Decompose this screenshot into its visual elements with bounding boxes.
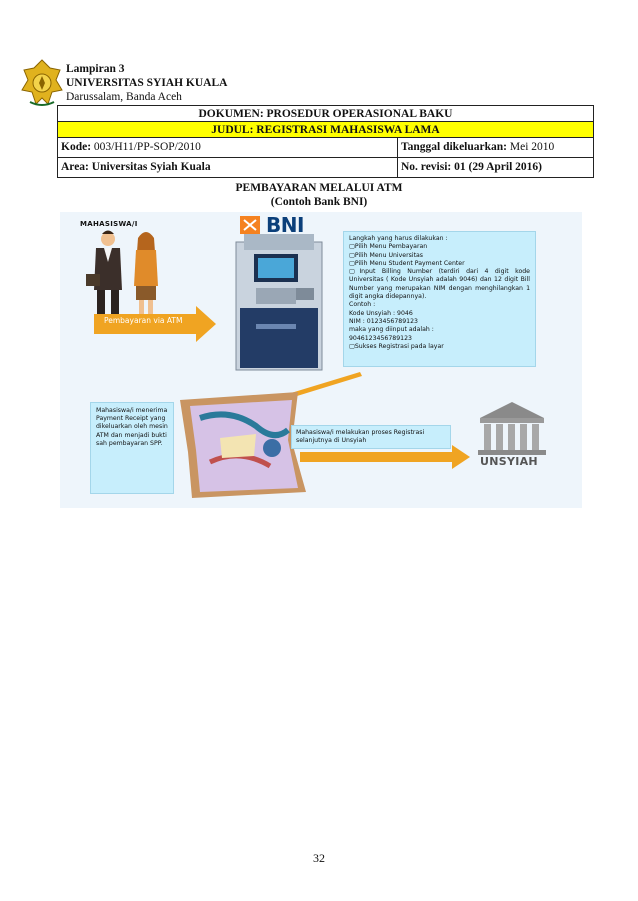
section-title: PEMBAYARAN MELALUI ATM — [235, 182, 403, 194]
university-name: UNIVERSITAS SYIAH KUALA — [66, 77, 228, 89]
document-title: JUDUL: REGISTRASI MAHASISWA LAMA — [211, 124, 440, 136]
code-row — [58, 138, 593, 158]
revision-cell: No. revisi: 01 (29 April 2016) — [401, 161, 542, 173]
step-item: ▢ Sukses Registrasi pada layar — [349, 343, 530, 351]
step-item: ▢ Pilih Menu Universitas — [349, 252, 530, 260]
student-label: MAHASISWA/I — [80, 220, 138, 228]
step-item: ▢ Pilih Menu Student Payment Center — [349, 260, 530, 268]
receipt-info-box: Mahasiswa/i menerima Payment Receipt yang dikeluarkan oleh mesin ATM dan menjadi bukti sah pembayaran SPP. — [90, 402, 174, 494]
example-input-value: 9046123456789123 — [349, 334, 412, 342]
document-title-row — [58, 122, 593, 138]
code-cell — [58, 138, 398, 157]
atm-steps-box — [343, 231, 536, 367]
example-code: Kode Unsyiah : 9046 — [349, 309, 413, 317]
steps-heading: Langkah yang harus dilakukan : — [349, 235, 448, 242]
bni-logo-icon — [240, 216, 260, 234]
atm-machine-icon — [236, 234, 322, 370]
area-row — [58, 158, 593, 177]
university-seal-icon — [20, 58, 64, 110]
building-label: UNSYIAH — [480, 455, 538, 468]
example-input-label: maka yang diinput adalah : — [349, 326, 434, 334]
attachment-label: Lampiran 3 — [66, 63, 125, 75]
area-value: Universitas Syiah Kuala — [91, 161, 211, 173]
university-location: Darussalam, Banda Aceh — [66, 91, 182, 103]
registration-info-box: Mahasiswa/i melakukan proses Registrasi selanjutnya di Unsyiah — [291, 425, 451, 449]
area-cell — [58, 158, 398, 177]
document-type-row — [58, 106, 593, 122]
section-subtitle: (Contoh Bank BNI) — [270, 196, 368, 208]
area-label: Area: — [61, 161, 89, 173]
bank-name: BNI — [266, 213, 304, 237]
student-female-icon — [134, 232, 158, 318]
atm-arrow-label: Pembayaran via ATM — [104, 316, 183, 325]
step-item: ▢ Pilih Menu Pembayaran — [349, 243, 530, 251]
issued-label: Tanggal dikeluarkan: — [401, 141, 507, 153]
step-item: ▢ Input Billing Number (terdiri dari 4 digit kode Universitas ( Kode Unsyiah adalah 9046) dan 12 digit Bill Number yang merupakan NIM dengan menghilangkan 1 digit angka didepannya). — [349, 268, 530, 301]
code-value: 003/H11/PP-SOP/2010 — [93, 141, 201, 153]
example-heading: Contoh : — [349, 301, 376, 309]
page-number: 32 — [313, 851, 325, 865]
receipt-graphic-icon — [180, 392, 306, 498]
example-nim: NIM : 0123456789123 — [349, 317, 418, 325]
unsyiah-building-icon — [478, 402, 546, 455]
code-label: Kode: — [61, 141, 92, 153]
student-male-icon — [86, 231, 122, 319]
issued-cell — [398, 138, 593, 157]
document-type: DOKUMEN: PROSEDUR OPERASIONAL BAKU — [198, 108, 453, 120]
document-info-table — [57, 105, 594, 178]
issued-value: Mei 2010 — [509, 141, 555, 153]
